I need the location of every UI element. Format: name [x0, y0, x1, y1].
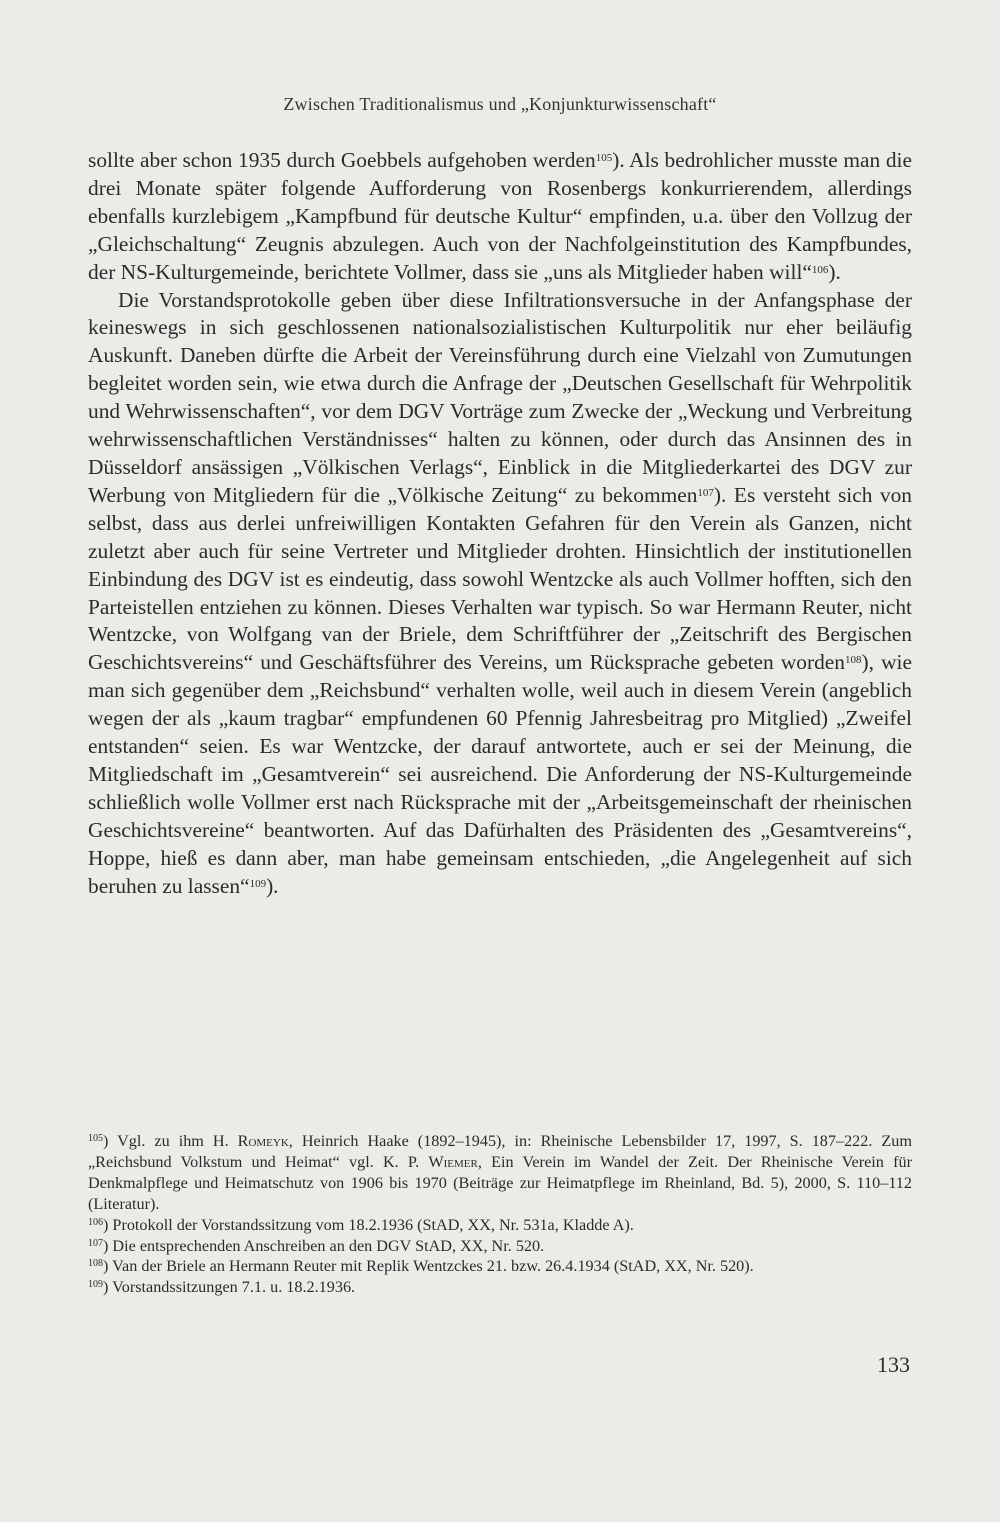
footnote-text: , Ein Verein im Wandel der Zeit. Der Rheinische Verein für Denkmalpflege und Heimatschutz von 1906 bis 1970 (Beiträge zur Heimatpflege im Rheinland, Bd. 5), 2000, S. 110–112 (Literatur).	[88, 1152, 912, 1213]
footnote-text: , Heinrich Haake (1892–1945), in: Rheinische Lebensbilder 17, 1997, S. 187–222. Zum „Reichsbund Volkstum und Heimat“ vgl. K. P.	[88, 1132, 912, 1171]
paragraph-1	[88, 147, 912, 287]
author-name: Wiemer	[428, 1152, 478, 1171]
footnote-105	[88, 1131, 912, 1215]
paragraph-text: ), wie man sich gegenüber dem „Reichsbund“ verhalten wolle, weil auch in diesem Verein (angeblich wegen der als „kaum tragbar“ empfundenen 60 Pfennig Jahresbeitrag pro Mitglied) „Zweifel entstanden“ seien. Es war Wentzcke, der darauf antwortete, auch er sei der Meinung, die Mitgliedschaft im „Gesamtverein“ sei ausreichend. Die Anforderung der NS-Kulturgemeinde schließlich wolle Vollmer erst nach Rücksprache mit der „Arbeitsgemeinschaft der rheinischen Geschichtsvereine“ beantworten. Auf das Dafürhalten des Präsidenten des „Gesamtvereins“, Hoppe, hieß es dann aber, man habe gemeinsam entschieden, „die Angelegenheit auf sich beruhen zu lassen“	[88, 650, 912, 898]
paragraph-text: ).	[266, 873, 279, 898]
footnote-text: ) Vgl. zu ihm H.	[103, 1132, 238, 1150]
footnote-107	[88, 1236, 912, 1257]
paragraph-text: Die Vorstandsprotokolle geben über diese Infiltrationsversuche in der Anfangsphase der keineswegs in sich geschlossenen nationalsozialistischen Kulturpolitik nur eher beiläufig Auskunft. Daneben dürfte die Arbeit der Vereinsführung durch eine Vielzahl von Zumutungen begleitet worden sein, wie etwa durch die Anfrage der „Deutschen Gesellschaft für Wehrpolitik und Wehrwissenschaften“, vor dem DGV Vorträge zum Zwecke der „Weckung und Verbreitung wehrwissenschaftlichen Verständnisses“ halten zu können, oder durch das Ansinnen des in Düsseldorf ansässigen „Völkischen Verlags“, Einblick in die Mitgliederkartei des DGV zur Werbung von Mitgliedern für die „Völkische Zeitung“ zu bekommen	[88, 287, 912, 507]
page-number: 133	[877, 1352, 910, 1377]
footnote-number: 109	[88, 1279, 103, 1291]
footnote-ref-108[interactable]: 108	[844, 654, 862, 667]
footnote-ref-107[interactable]: 107	[697, 486, 714, 499]
paragraph-text: ). Als bedrohlicher musste man die drei Monate später folgende Aufforderung von Rosenbergs konkurrierendem, allerdings ebenfalls kurzlebigem „Kampfbund für deutsche Kultur“ empfinden, u.a. über den Vollzug der „Gleichschaltung“ Zeugnis abzulegen. Auch von der Nachfolgeinstitution des Kampfbundes, der NS-Kulturgemeinde, berichtete Vollmer, dass sie „uns als Mitglieder haben will“	[88, 148, 912, 284]
footnote-text: ) Vorstandssitzungen 7.1. u. 18.2.1936.	[103, 1278, 356, 1297]
author-name: Romeyk	[237, 1132, 289, 1150]
footnote-text: ) Protokoll der Vorstandssitzung vom 18.2.1936 (StAD, XX, Nr. 531a, Kladde A).	[103, 1215, 634, 1234]
footnote-text: ) Van der Briele an Hermann Reuter mit Replik Wentzckes 21. bzw. 26.4.1934 (StAD, XX, Nr. 520).	[103, 1257, 754, 1276]
footnotes	[88, 1131, 912, 1298]
paragraph-2	[88, 287, 912, 901]
footnote-109	[88, 1277, 912, 1298]
footnote-ref-106[interactable]: 106	[811, 263, 829, 276]
footnote-number: 106	[88, 1216, 103, 1228]
footnote-106	[88, 1215, 912, 1236]
footnote-number: 108	[88, 1258, 103, 1270]
running-header: Zwischen Traditionalismus und „Konjunkturwissenschaft“	[283, 94, 717, 114]
footnote-number: 107	[88, 1237, 103, 1249]
footnote-ref-105[interactable]: 105	[595, 152, 613, 164]
footnote-108	[88, 1256, 912, 1277]
paragraph-text: sollte aber schon 1935 durch Goebbels aufgehoben werden	[88, 148, 596, 172]
paragraph-text: ). Es versteht sich von selbst, dass aus derlei unfreiwilligen Kontakten Gefahren für den Verein als Ganzen, nicht zuletzt aber auch für seine Vertreter und Mitglieder drohten. Hinsichtlich der institutionellen Einbindung des DGV ist es eindeutig, dass sowohl Wentzcke als auch Vollmer hofften, sich den Parteistellen entziehen zu können. Dieses Verhalten war typisch. So war Hermann Reuter, nicht Wentzcke, von Wolfgang van der Briele, dem Schriftführer der „Zeitschrift des Bergischen Geschichtsvereins“ und Geschäftsführer des Vereins, um Rücksprache gebeten worden	[88, 482, 912, 675]
footnote-text: ) Die entsprechenden Anschreiben an den DGV StAD, XX, Nr. 520.	[103, 1236, 545, 1255]
footnote-ref-109[interactable]: 109	[249, 877, 267, 890]
footnote-number: 105	[88, 1133, 103, 1144]
paragraph-text: ).	[828, 259, 841, 284]
main-text	[88, 147, 912, 900]
